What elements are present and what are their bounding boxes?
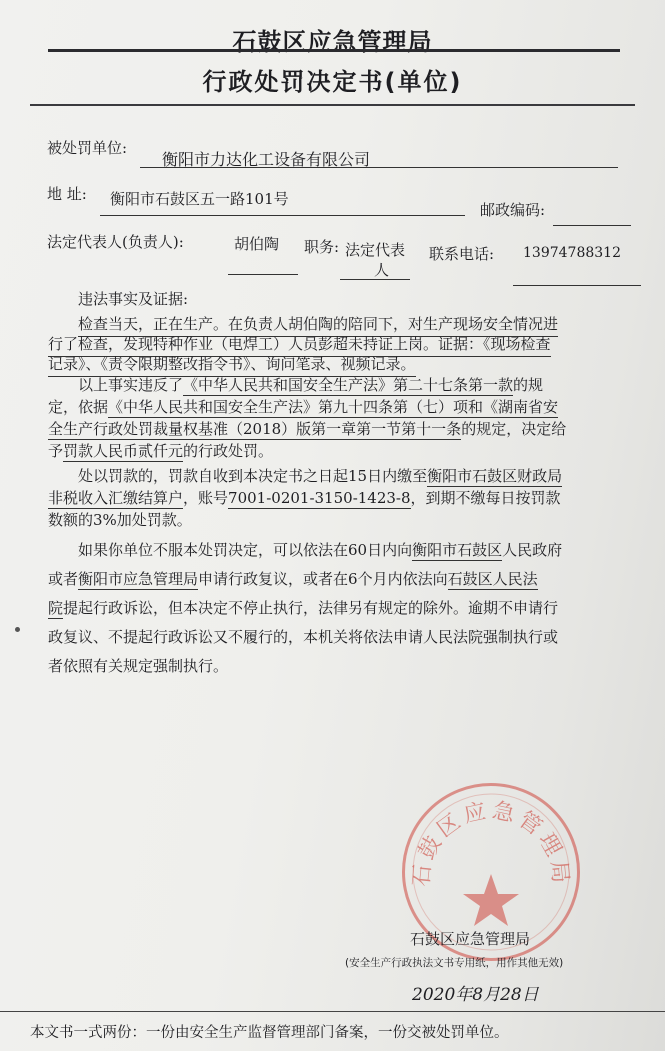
review-court: 石鼓区人民法 bbox=[447, 570, 538, 588]
agency-header: 石鼓区应急管理局 bbox=[232, 28, 433, 56]
penalty-line bbox=[48, 441, 273, 462]
review-line-4: 政复议、不提起行政诉讼又不履行的，本机关将依法申请人民法院强制执行或 bbox=[48, 628, 559, 646]
review-line-1 bbox=[78, 540, 562, 561]
signature-agency: 石鼓区应急管理局 bbox=[410, 930, 531, 948]
review-bureau: 衡阳市应急管理局 bbox=[78, 570, 199, 588]
basis-law-cont: 全生产行政处罚裁量权基准（2018）版第一章第一节第十一条 bbox=[48, 420, 462, 438]
review-line-2 bbox=[48, 569, 538, 590]
signature-date: 2020年8月28日 bbox=[412, 985, 539, 1005]
violation-line bbox=[78, 375, 543, 396]
payment-department: 衡阳市石鼓区财政局 bbox=[427, 467, 563, 485]
payment-line-1 bbox=[78, 466, 562, 487]
review-suffix: 人民政府 bbox=[502, 541, 563, 559]
unit-label: 被处罚单位: bbox=[47, 139, 128, 157]
violation-prefix: 以上事实违反了 bbox=[78, 376, 184, 394]
position-label: 职务: bbox=[304, 238, 340, 256]
facts-line-3: 记录》、《责令限期整改指令书》、询问笔录、视频记录。 bbox=[48, 354, 416, 377]
unit-underline bbox=[140, 167, 618, 168]
phone-value: 13974788312 bbox=[523, 245, 621, 261]
facts-line-2: 行了检查，发现特种作业（电焊工）人员彭超未持证上岗。证据：《现场检查 bbox=[48, 334, 551, 357]
phone-underline bbox=[513, 285, 641, 286]
violation-suffix: 的规 bbox=[513, 376, 544, 394]
review-line-5: 者依照有关规定强制执行。 bbox=[48, 657, 229, 675]
penalty-prefix: 予 bbox=[48, 442, 64, 460]
address-value: 衡阳市石鼓区五一路101号 bbox=[110, 190, 289, 208]
rep-value: 胡伯陶 bbox=[234, 235, 280, 253]
seal-text: 石鼓区应急管理局 bbox=[409, 798, 573, 889]
postcode-underline bbox=[553, 225, 631, 226]
basis-law: 《中华人民共和国安全生产法》第九十四条第（七）项和《湖南省安 bbox=[108, 398, 559, 416]
basis-suffix: 的规定，决定给 bbox=[461, 420, 567, 438]
basis-line bbox=[48, 397, 558, 418]
review-court-cont: 院 bbox=[48, 599, 64, 617]
basis-line-2 bbox=[48, 419, 566, 440]
facts-line-1: 检查当天，正在生产。在负责人胡伯陶的陪同下，对生产现场安全情况进 bbox=[78, 314, 558, 337]
document-title: 行政处罚决定书(单位) bbox=[202, 68, 463, 96]
rep-underline bbox=[228, 274, 298, 275]
rep-label: 法定代表人(负责人): bbox=[47, 233, 184, 251]
review3-text: 提起行政诉讼，但本决定不停止执行，法律另有规定的除外。逾期不申请行 bbox=[63, 599, 559, 617]
basis-prefix: 定，依据 bbox=[48, 398, 109, 416]
review-line-3 bbox=[48, 598, 558, 619]
margin-mark bbox=[15, 627, 20, 632]
position-underline bbox=[340, 279, 410, 280]
header-rule bbox=[48, 49, 620, 52]
address-label: 地 址: bbox=[47, 185, 87, 203]
payment-account-number: 7001-0201-3150-1423-8 bbox=[228, 489, 411, 507]
address-underline bbox=[100, 215, 465, 216]
payment-account-label: ，账号 bbox=[183, 489, 229, 507]
unit-value: 衡阳市力达化工设备有限公司 bbox=[162, 150, 371, 169]
review-prefix: 如果你单位不服本处罚决定，可以依法在60日内向 bbox=[78, 541, 413, 559]
review2-middle: 申请行政复议，或者在6个月内依法向 bbox=[198, 570, 448, 588]
payment-line-2 bbox=[48, 488, 561, 509]
penalty-suffix: 的行政处罚。 bbox=[183, 442, 274, 460]
review2-prefix: 或者 bbox=[48, 570, 79, 588]
postcode-label: 邮政编码: bbox=[480, 201, 546, 219]
footer-text: 本文书一式两份：一份由安全生产监督管理部门备案，一份交被处罚单位。 bbox=[30, 1025, 509, 1041]
footer-rule bbox=[0, 1011, 665, 1012]
violated-law: 《中华人民共和国安全生产法》第二十七条第一款 bbox=[183, 376, 514, 394]
position-value-1: 法定代表 bbox=[345, 241, 406, 259]
phone-label: 联系电话: bbox=[429, 245, 495, 263]
facts-heading: 违法事实及证据: bbox=[78, 290, 189, 308]
payment-account-name: 非税收入汇缴结算户 bbox=[48, 489, 184, 507]
title-rule bbox=[30, 104, 635, 106]
signature-note: (安全生产行政执法文书专用纸，用作其他无效) bbox=[345, 957, 564, 969]
payment-suffix: ，到期不缴每日按罚款 bbox=[410, 489, 561, 507]
penalty-amount: 罚款人民币贰仟元 bbox=[63, 442, 184, 460]
payment-prefix: 处以罚款的，罚款自收到本决定书之日起15日内缴至 bbox=[78, 467, 428, 485]
payment-line-3: 数额的3%加处罚款。 bbox=[48, 511, 192, 529]
review-government: 衡阳市石鼓区 bbox=[412, 541, 503, 559]
position-value-2: 人 bbox=[374, 261, 390, 279]
